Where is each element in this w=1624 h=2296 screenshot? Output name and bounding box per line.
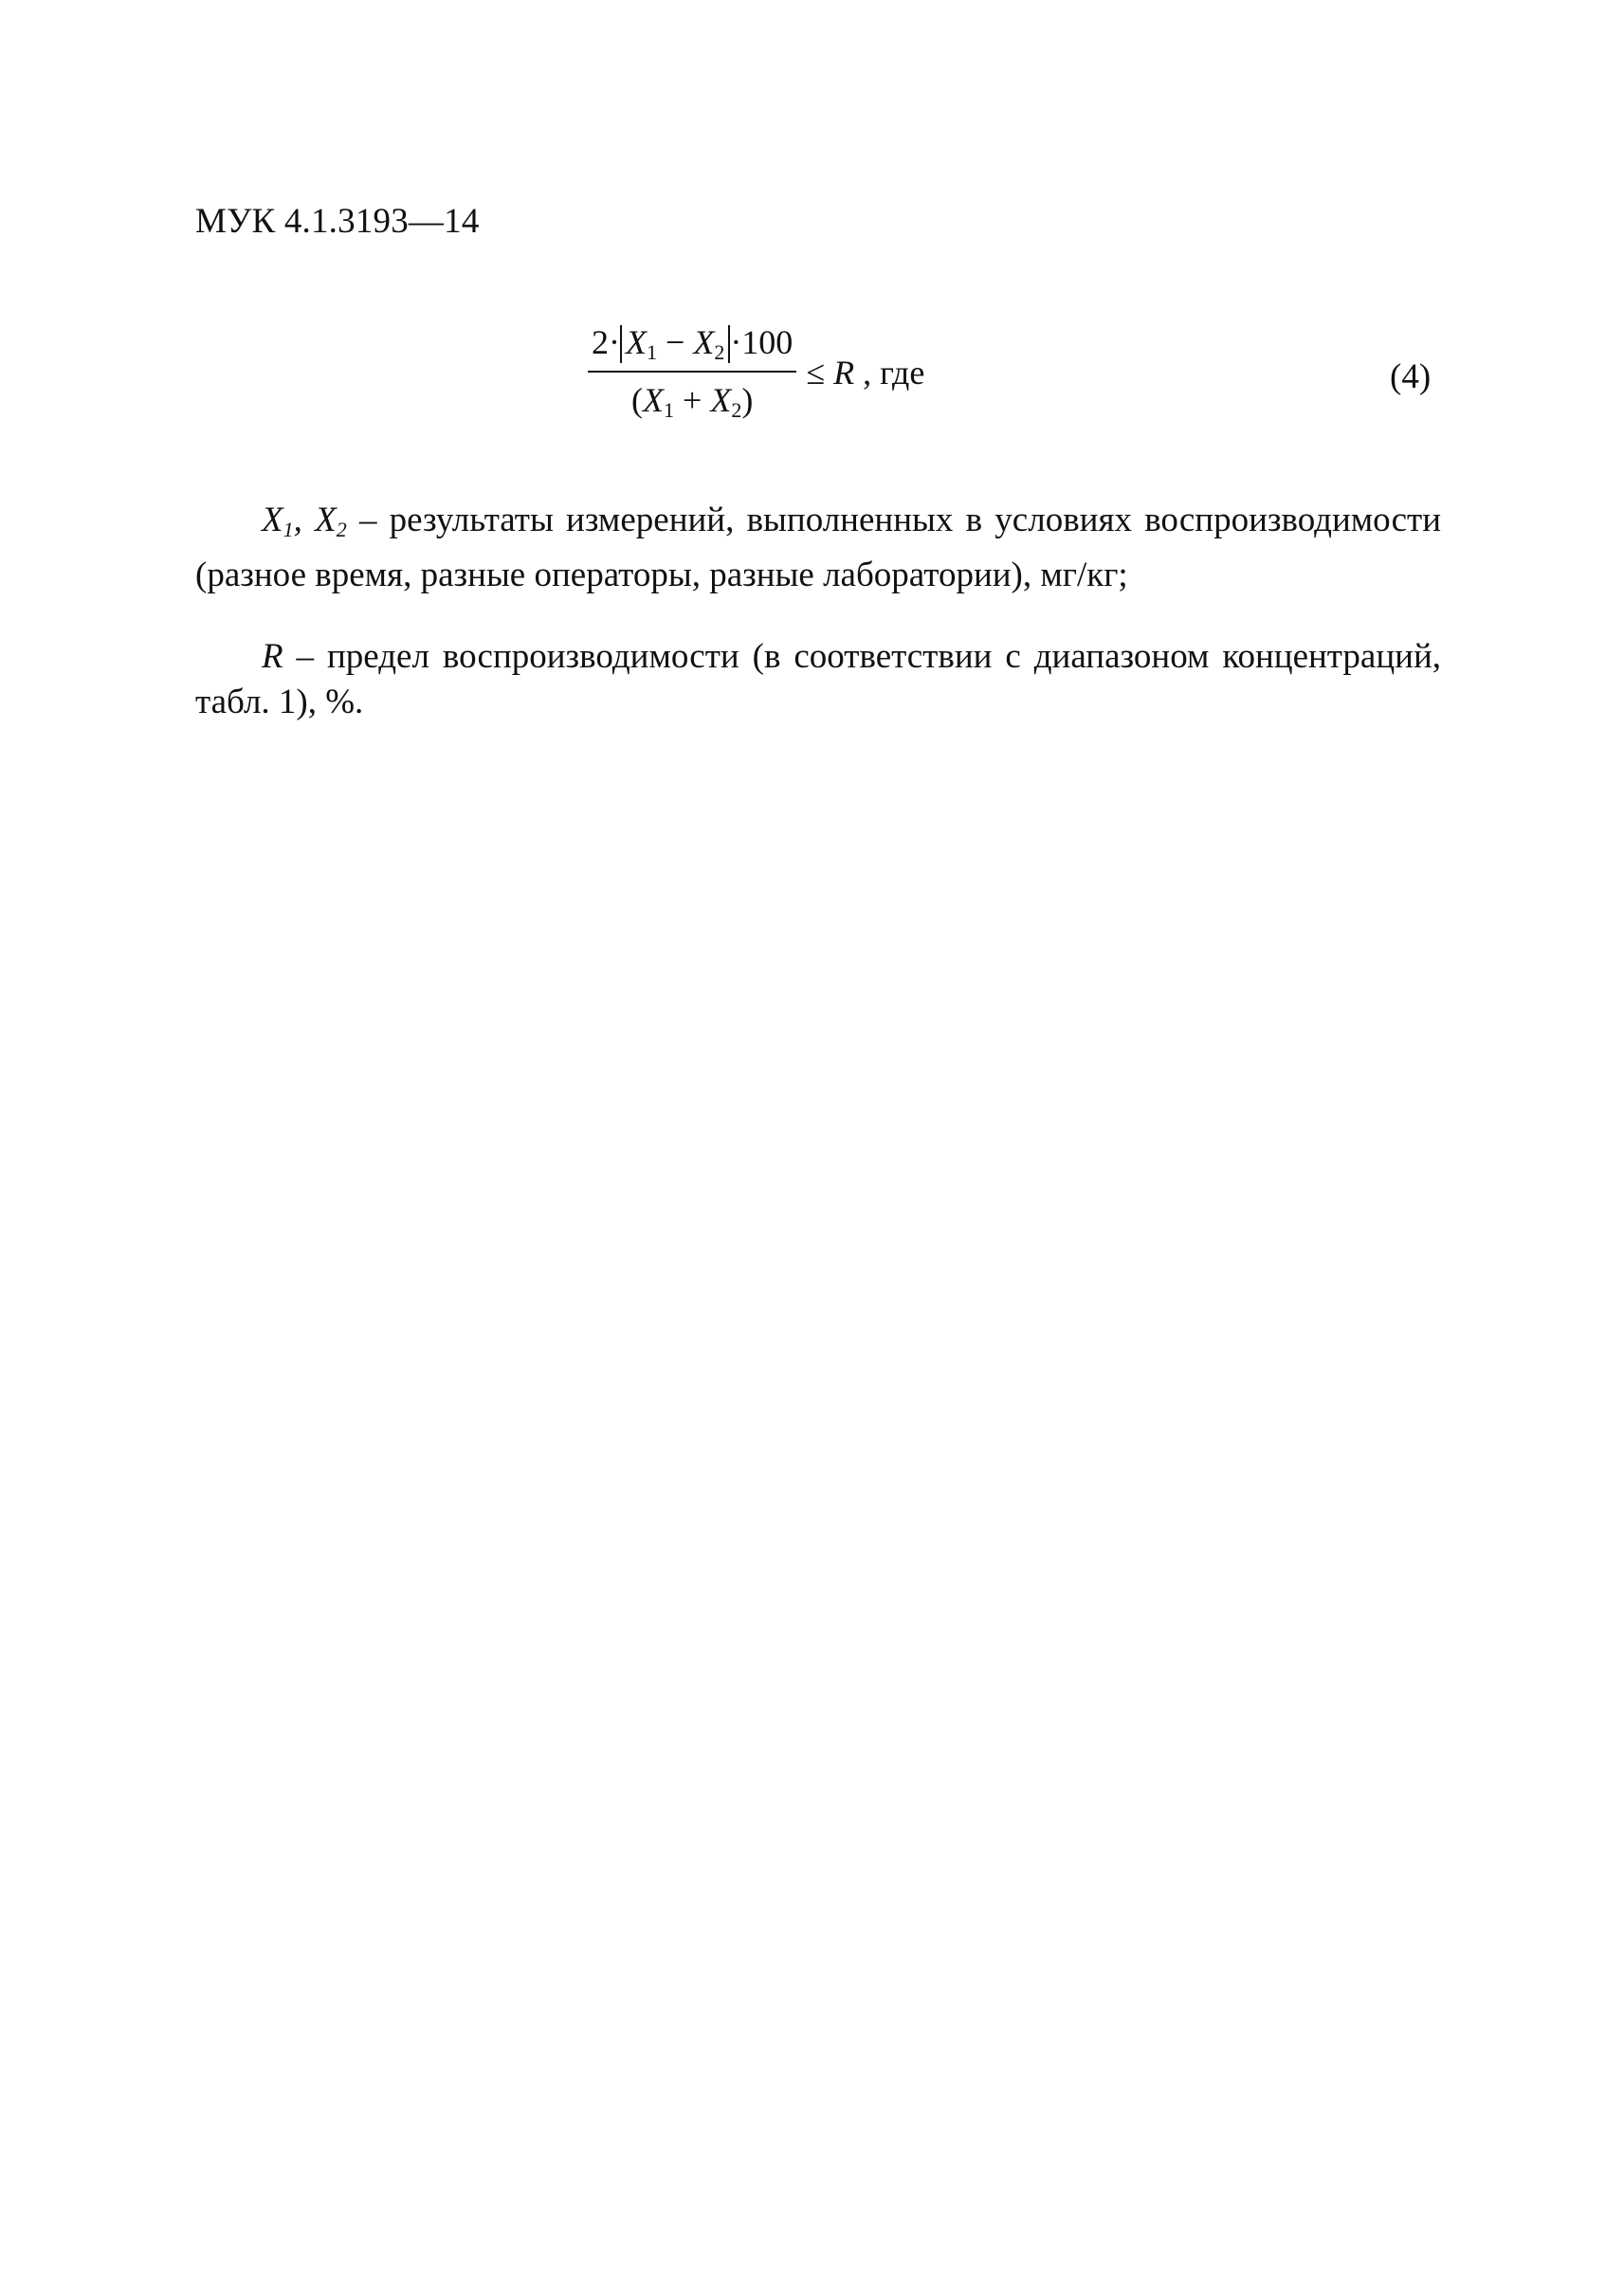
subscript: 1 <box>664 398 674 423</box>
subscript: 2 <box>336 518 347 541</box>
absolute-value <box>620 325 730 363</box>
formula-relation <box>806 353 924 392</box>
formula-trailing-text: , где <box>854 354 925 392</box>
var-r: R <box>833 354 855 392</box>
paren-open: ( <box>631 381 643 420</box>
var-x2: X <box>693 323 715 361</box>
subscript: 1 <box>647 340 657 364</box>
var-x1: X <box>643 381 664 420</box>
legend-var-r: R <box>262 637 283 676</box>
subscript: 2 <box>714 340 725 364</box>
legend-var-x1: X <box>262 501 283 539</box>
formula-fraction <box>588 322 796 423</box>
reproducibility-formula <box>588 322 924 423</box>
equation-number: (4) <box>1390 357 1432 396</box>
numerator-prefix: 2· <box>592 323 620 361</box>
formula-denominator <box>628 373 757 423</box>
var-x1: X <box>626 323 647 361</box>
legend-var-x2: , X <box>293 501 337 539</box>
leq-sign: ≤ <box>806 354 834 392</box>
subscript: 1 <box>283 518 294 541</box>
plus-sign: + <box>674 381 711 420</box>
formula-numerator <box>588 322 796 371</box>
minus-sign: − <box>657 323 694 361</box>
legend-x-variables <box>195 498 1441 598</box>
paren-close: ) <box>741 381 754 420</box>
formula-block <box>0 322 1624 455</box>
legend-x-description: – результаты измерений, выполненных в условиях воспроизводимости (разное время, разные операторы, разные лаборатории), мг/кг; <box>195 501 1441 594</box>
numerator-suffix: ·100 <box>730 323 794 361</box>
legend-r-description: – предел воспроизводимости (в соответствии с диапазоном концентраций, табл. 1), %. <box>195 637 1441 721</box>
var-x2: X <box>710 381 732 420</box>
legend-r-variable <box>195 634 1441 725</box>
document-code-header: МУК 4.1.3193—14 <box>195 202 480 241</box>
subscript: 2 <box>731 398 742 423</box>
